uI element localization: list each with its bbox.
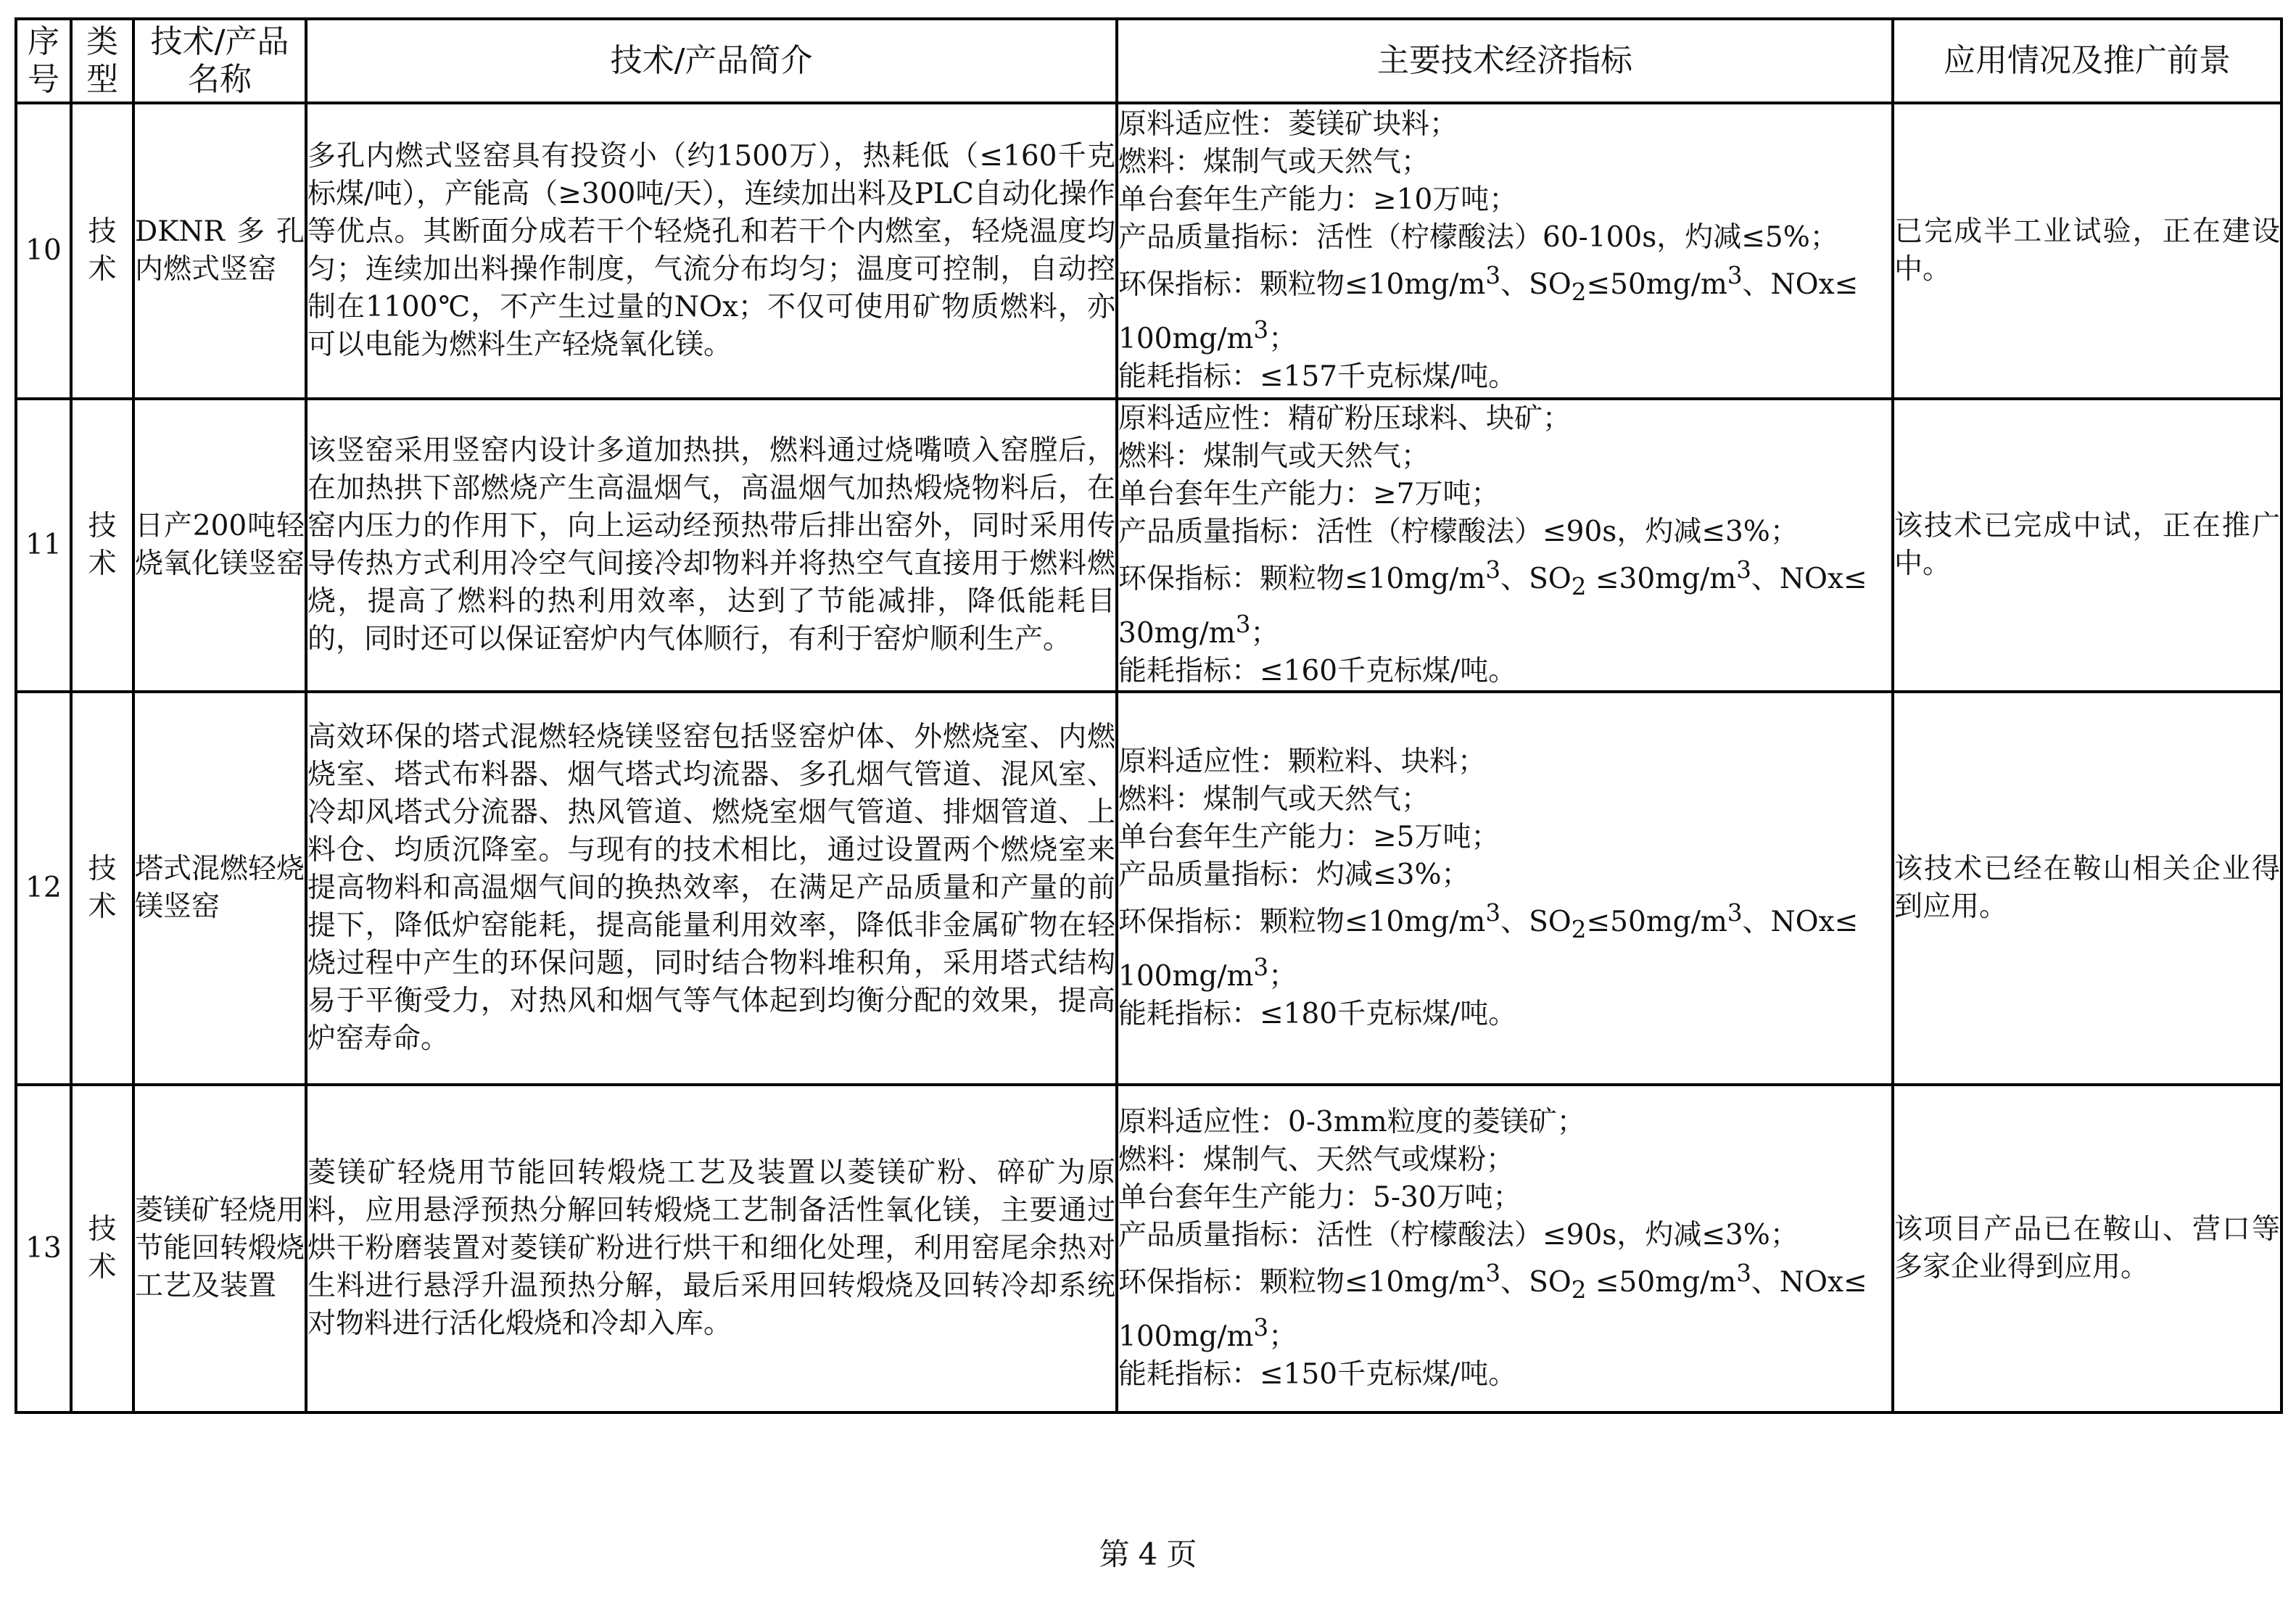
row-name: 菱镁矿轻烧用节能回转煅烧工艺及装置	[133, 1085, 306, 1412]
row-name: 日产200吨轻烧氧化镁竖窑	[133, 399, 306, 692]
metric-energy: 能耗指标：≤180千克标煤/吨。	[1118, 997, 1517, 1030]
metric-fuel: 燃料：煤制气或天然气；	[1118, 783, 1430, 816]
metric-energy: 能耗指标：≤150千克标煤/吨。	[1118, 1357, 1517, 1391]
metric-env-cont: $100mg/m^3$；	[1118, 953, 1297, 993]
header-intro: 技术/产品简介	[306, 19, 1117, 103]
row-metrics	[1117, 692, 1893, 1085]
metric-raw: 原料适应性：0-3mm粒度的菱镁矿；	[1118, 1106, 1585, 1139]
metric-raw: 原料适应性：精矿粉压球料、块矿；	[1118, 402, 1572, 436]
header-seq: 序号	[16, 19, 71, 103]
metric-raw: 原料适应性：颗粒料、块料；	[1118, 745, 1487, 779]
row-seq: 12	[16, 692, 71, 1085]
metric-quality: 产品质量指标：灼减≤3%；	[1118, 859, 1470, 892]
table-row	[16, 692, 2281, 1085]
metric-env: 环保指标：颗粒物$\le 10mg/m^3$、$SO_2 \le 30mg/m^3$、NOx≤	[1118, 556, 1867, 600]
metric-energy: 能耗指标：≤157千克标煤/吨。	[1118, 360, 1517, 393]
row-seq: 13	[16, 1085, 71, 1412]
row-app: 该技术已经在鞍山相关企业得到应用。	[1893, 692, 2281, 1085]
metric-quality: 产品质量指标：活性（柠檬酸法）≤90s，灼减≤3%；	[1118, 1219, 1799, 1252]
metric-env: 环保指标：颗粒物$\le 10mg/m^3$、$SO_2\le 50mg/m^3$、NOx≤	[1118, 899, 1859, 943]
metric-capacity: 单台套年生产能力：≥5万吨；	[1118, 821, 1500, 854]
row-type: 技术	[71, 399, 133, 692]
metric-env-cont: $100mg/m^3$；	[1118, 1313, 1297, 1353]
header-app: 应用情况及推广前景	[1893, 19, 2281, 103]
row-type: 技术	[71, 1085, 133, 1412]
header-metrics: 主要技术经济指标	[1117, 19, 1893, 103]
metric-quality: 产品质量指标：活性（柠檬酸法）60-100s，灼减≤5%；	[1118, 221, 1838, 255]
metric-quality: 产品质量指标：活性（柠檬酸法）≤90s，灼减≤3%；	[1118, 516, 1799, 549]
row-intro: 高效环保的塔式混燃轻烧镁竖窑包括竖窑炉体、外燃烧室、内燃烧室、塔式布料器、烟气塔式均流器、多孔烟气管道、混风室、冷却风塔式分流器、热风管道、燃烧室烟气管道、排烟管道、上料仓、均质沉降室。与现有的技术相比，通过设置两个燃烧室来提高物料和高温烟气间的换热效率，在满足产品质量和产量的前提下，降低炉窑能耗，提高能量利用效率，降低非金属矿物在轻烧过程中产生的环保问题，同时结合物料堆积角，采用塔式结构易于平衡受力，对热风和烟气等气体起到均衡分配的效果，提高炉窑寿命。	[306, 692, 1117, 1085]
row-name: DKNR多孔内燃式竖窑	[133, 103, 306, 399]
row-intro: 菱镁矿轻烧用节能回转煅烧工艺及装置以菱镁矿粉、碎矿为原料，应用悬浮预热分解回转煅烧工艺制备活性氧化镁，主要通过烘干粉磨装置对菱镁矿粉进行烘干和细化处理，利用窑尾余热对生料进行悬浮升温预热分解，最后采用回转煅烧及回转冷却系统对物料进行活化煅烧和冷却入库。	[306, 1085, 1117, 1412]
metric-raw: 原料适应性：菱镁矿块料；	[1118, 108, 1458, 141]
page-number	[0, 1536, 2296, 1573]
header-name: 技术/产品名称	[133, 19, 306, 103]
metric-env: 环保指标：颗粒物$\le 10mg/m^3$、$SO_2 \le 50mg/m^3$、NOx≤	[1118, 1259, 1867, 1304]
metric-capacity: 单台套年生产能力：≥7万吨；	[1118, 478, 1500, 511]
row-app: 该项目产品已在鞍山、营口等多家企业得到应用。	[1893, 1085, 2281, 1412]
row-type: 技术	[71, 692, 133, 1085]
metric-energy: 能耗指标：≤160千克标煤/吨。	[1118, 654, 1517, 687]
metric-env-cont: $100mg/m^3$；	[1118, 315, 1297, 355]
table-row	[16, 103, 2281, 399]
table-header-row	[16, 19, 2281, 103]
page-number-suffix: 页	[1166, 1536, 1197, 1572]
row-seq: 10	[16, 103, 71, 399]
row-intro: 多孔内燃式竖窑具有投资小（约1500万），热耗低（≤160千克标煤/吨），产能高（≥300吨/天），连续加出料及PLC自动化操作等优点。其断面分成若干个轻烧孔和若干个内燃室，轻烧温度均匀；连续加出料操作制度，气流分布均匀；温度可控制，自动控制在1100℃，不产生过量的NOx；不仅可使用矿物质燃料，亦可以电能为燃料生产轻烧氧化镁。	[306, 103, 1117, 399]
metric-env-cont: $30mg/m^3$；	[1118, 610, 1279, 650]
metric-capacity: 单台套年生产能力：≥10万吨；	[1118, 183, 1518, 217]
table-row	[16, 1085, 2281, 1412]
row-metrics	[1117, 1085, 1893, 1412]
row-app: 该技术已完成中试，正在推广中。	[1893, 399, 2281, 692]
row-intro: 该竖窑采用竖窑内设计多道加热拱，燃料通过烧嘴喷入窑膛后，在加热拱下部燃烧产生高温烟气，高温烟气加热煅烧物料后，在窑内压力的作用下，向上运动经预热带后排出窑外，同时采用传导传热方式利用冷空气间接冷却物料并将热空气直接用于燃料燃烧，提高了燃料的热利用效率，达到了节能减排，降低能耗目的，同时还可以保证窑炉内气体顺行，有利于窑炉顺利生产。	[306, 399, 1117, 692]
metric-env: 环保指标：颗粒物$\le 10mg/m^3$、$SO_2\le 50mg/m^3$、NOx≤	[1118, 262, 1859, 306]
header-type: 类型	[71, 19, 133, 103]
row-type: 技术	[71, 103, 133, 399]
table-row	[16, 399, 2281, 692]
metric-fuel: 燃料：煤制气或天然气；	[1118, 440, 1430, 473]
row-metrics	[1117, 103, 1893, 399]
metric-fuel: 燃料：煤制气或天然气；	[1118, 146, 1430, 179]
tech-catalog-table	[15, 17, 2283, 1414]
page-number-value: 4	[1138, 1536, 1158, 1572]
row-metrics	[1117, 399, 1893, 692]
metric-fuel: 燃料：煤制气、天然气或煤粉；	[1118, 1143, 1515, 1177]
row-app: 已完成半工业试验，正在建设中。	[1893, 103, 2281, 399]
metric-capacity: 单台套年生产能力：5-30万吨；	[1118, 1181, 1521, 1215]
row-name: 塔式混燃轻烧镁竖窑	[133, 692, 306, 1085]
row-seq: 11	[16, 399, 71, 692]
page-number-prefix: 第	[1099, 1536, 1130, 1572]
